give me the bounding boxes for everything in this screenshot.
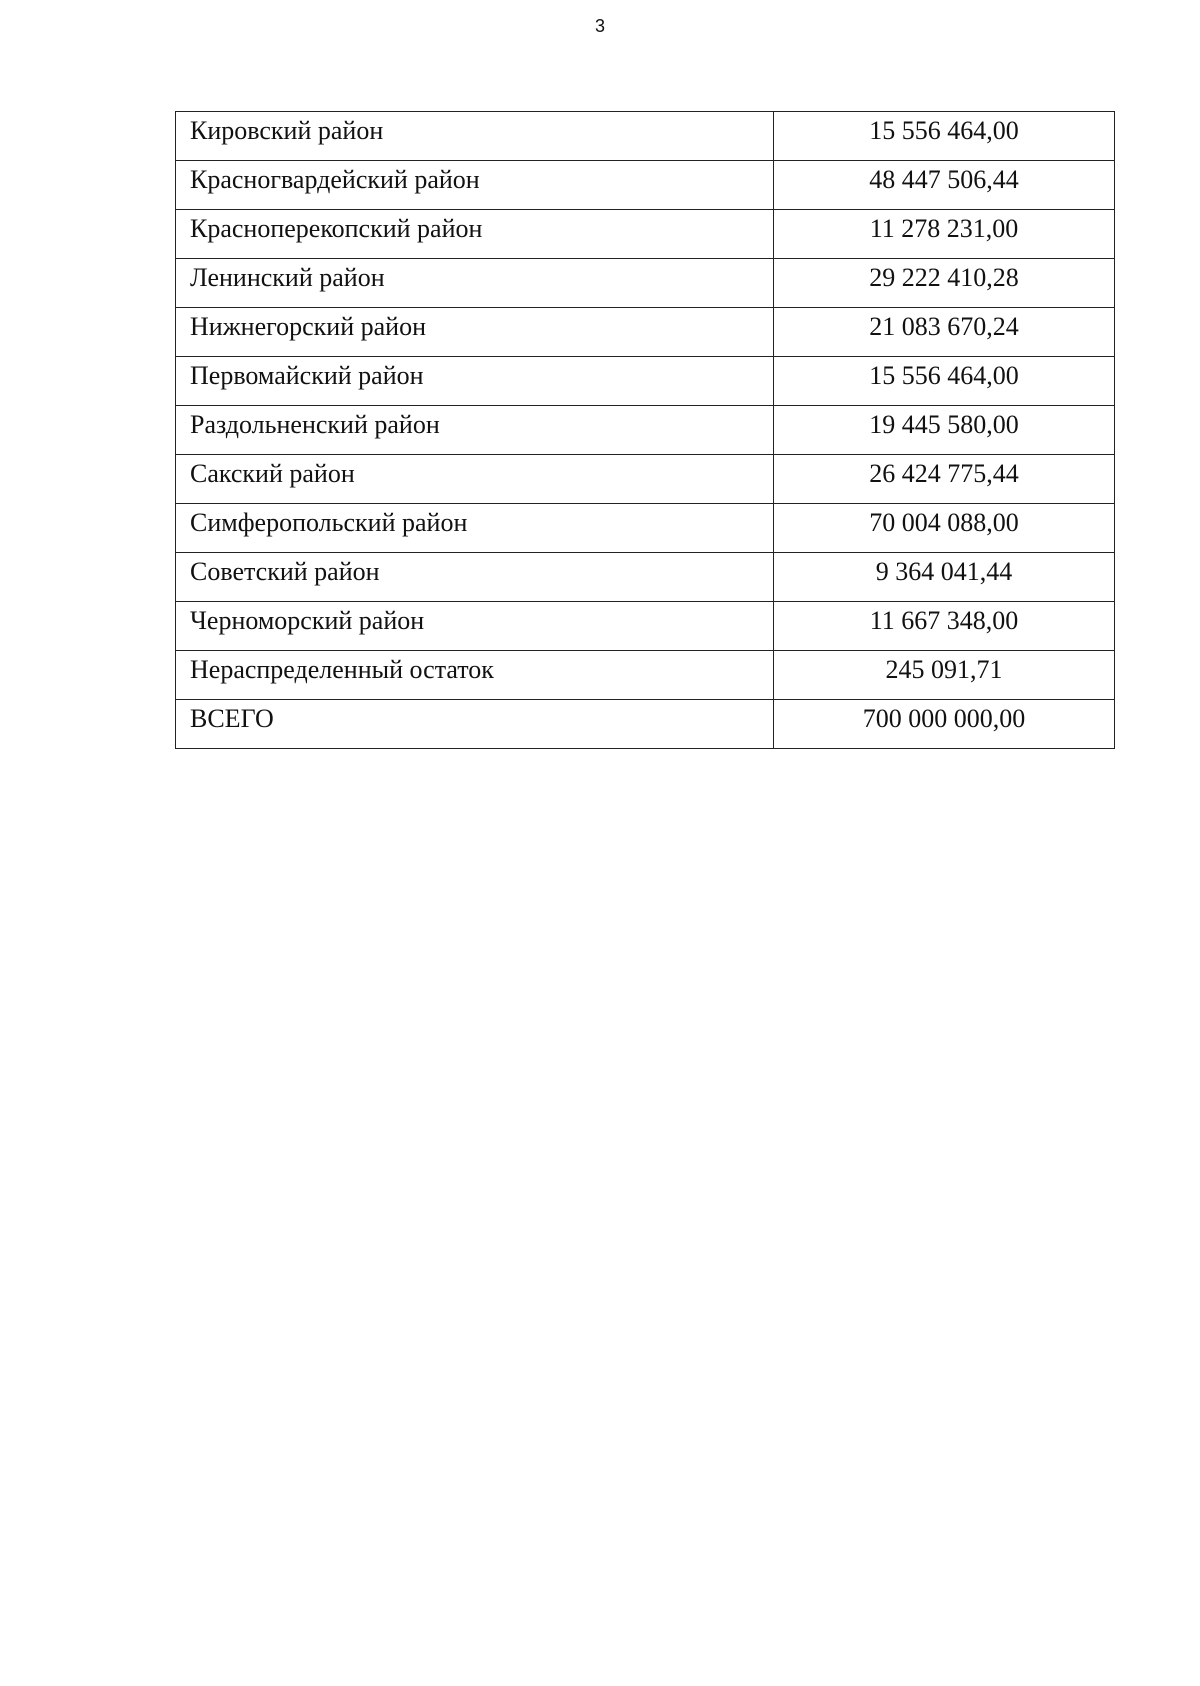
table-row — [176, 504, 1115, 553]
district-name-cell: Сакский район — [176, 455, 774, 504]
amount-cell: 70 004 088,00 — [774, 504, 1115, 553]
district-name-cell: Раздольненский район — [176, 406, 774, 455]
allocation-table — [175, 111, 1115, 749]
allocation-table-container — [175, 111, 1115, 749]
amount-cell: 11 667 348,00 — [774, 602, 1115, 651]
amount-cell: 15 556 464,00 — [774, 112, 1115, 161]
table-row — [176, 651, 1115, 700]
allocation-table-body — [176, 112, 1115, 749]
table-row — [176, 602, 1115, 651]
amount-cell: 19 445 580,00 — [774, 406, 1115, 455]
total-row — [176, 700, 1115, 749]
district-name-cell: Советский район — [176, 553, 774, 602]
district-name-cell: Черноморский район — [176, 602, 774, 651]
district-name-cell: Ленинский район — [176, 259, 774, 308]
amount-cell: 11 278 231,00 — [774, 210, 1115, 259]
table-row — [176, 210, 1115, 259]
total-amount-cell: 700 000 000,00 — [774, 700, 1115, 749]
undistributed-remainder-cell: Нераспределенный остаток — [176, 651, 774, 700]
page-number: 3 — [594, 16, 605, 36]
table-row — [176, 308, 1115, 357]
district-name-cell: Симферопольский район — [176, 504, 774, 553]
amount-cell: 48 447 506,44 — [774, 161, 1115, 210]
total-label-cell: ВСЕГО — [176, 700, 774, 749]
amount-cell: 29 222 410,28 — [774, 259, 1115, 308]
district-name-cell: Первомайский район — [176, 357, 774, 406]
amount-cell: 9 364 041,44 — [774, 553, 1115, 602]
district-name-cell: Нижнегорский район — [176, 308, 774, 357]
amount-cell: 245 091,71 — [774, 651, 1115, 700]
district-name-cell: Кировский район — [176, 112, 774, 161]
table-row — [176, 406, 1115, 455]
table-row — [176, 357, 1115, 406]
table-row — [176, 161, 1115, 210]
table-row — [176, 112, 1115, 161]
amount-cell: 21 083 670,24 — [774, 308, 1115, 357]
table-row — [176, 553, 1115, 602]
amount-cell: 15 556 464,00 — [774, 357, 1115, 406]
district-name-cell: Красноперекопский район — [176, 210, 774, 259]
table-row — [176, 259, 1115, 308]
table-row — [176, 455, 1115, 504]
district-name-cell: Красногвардейский район — [176, 161, 774, 210]
amount-cell: 26 424 775,44 — [774, 455, 1115, 504]
